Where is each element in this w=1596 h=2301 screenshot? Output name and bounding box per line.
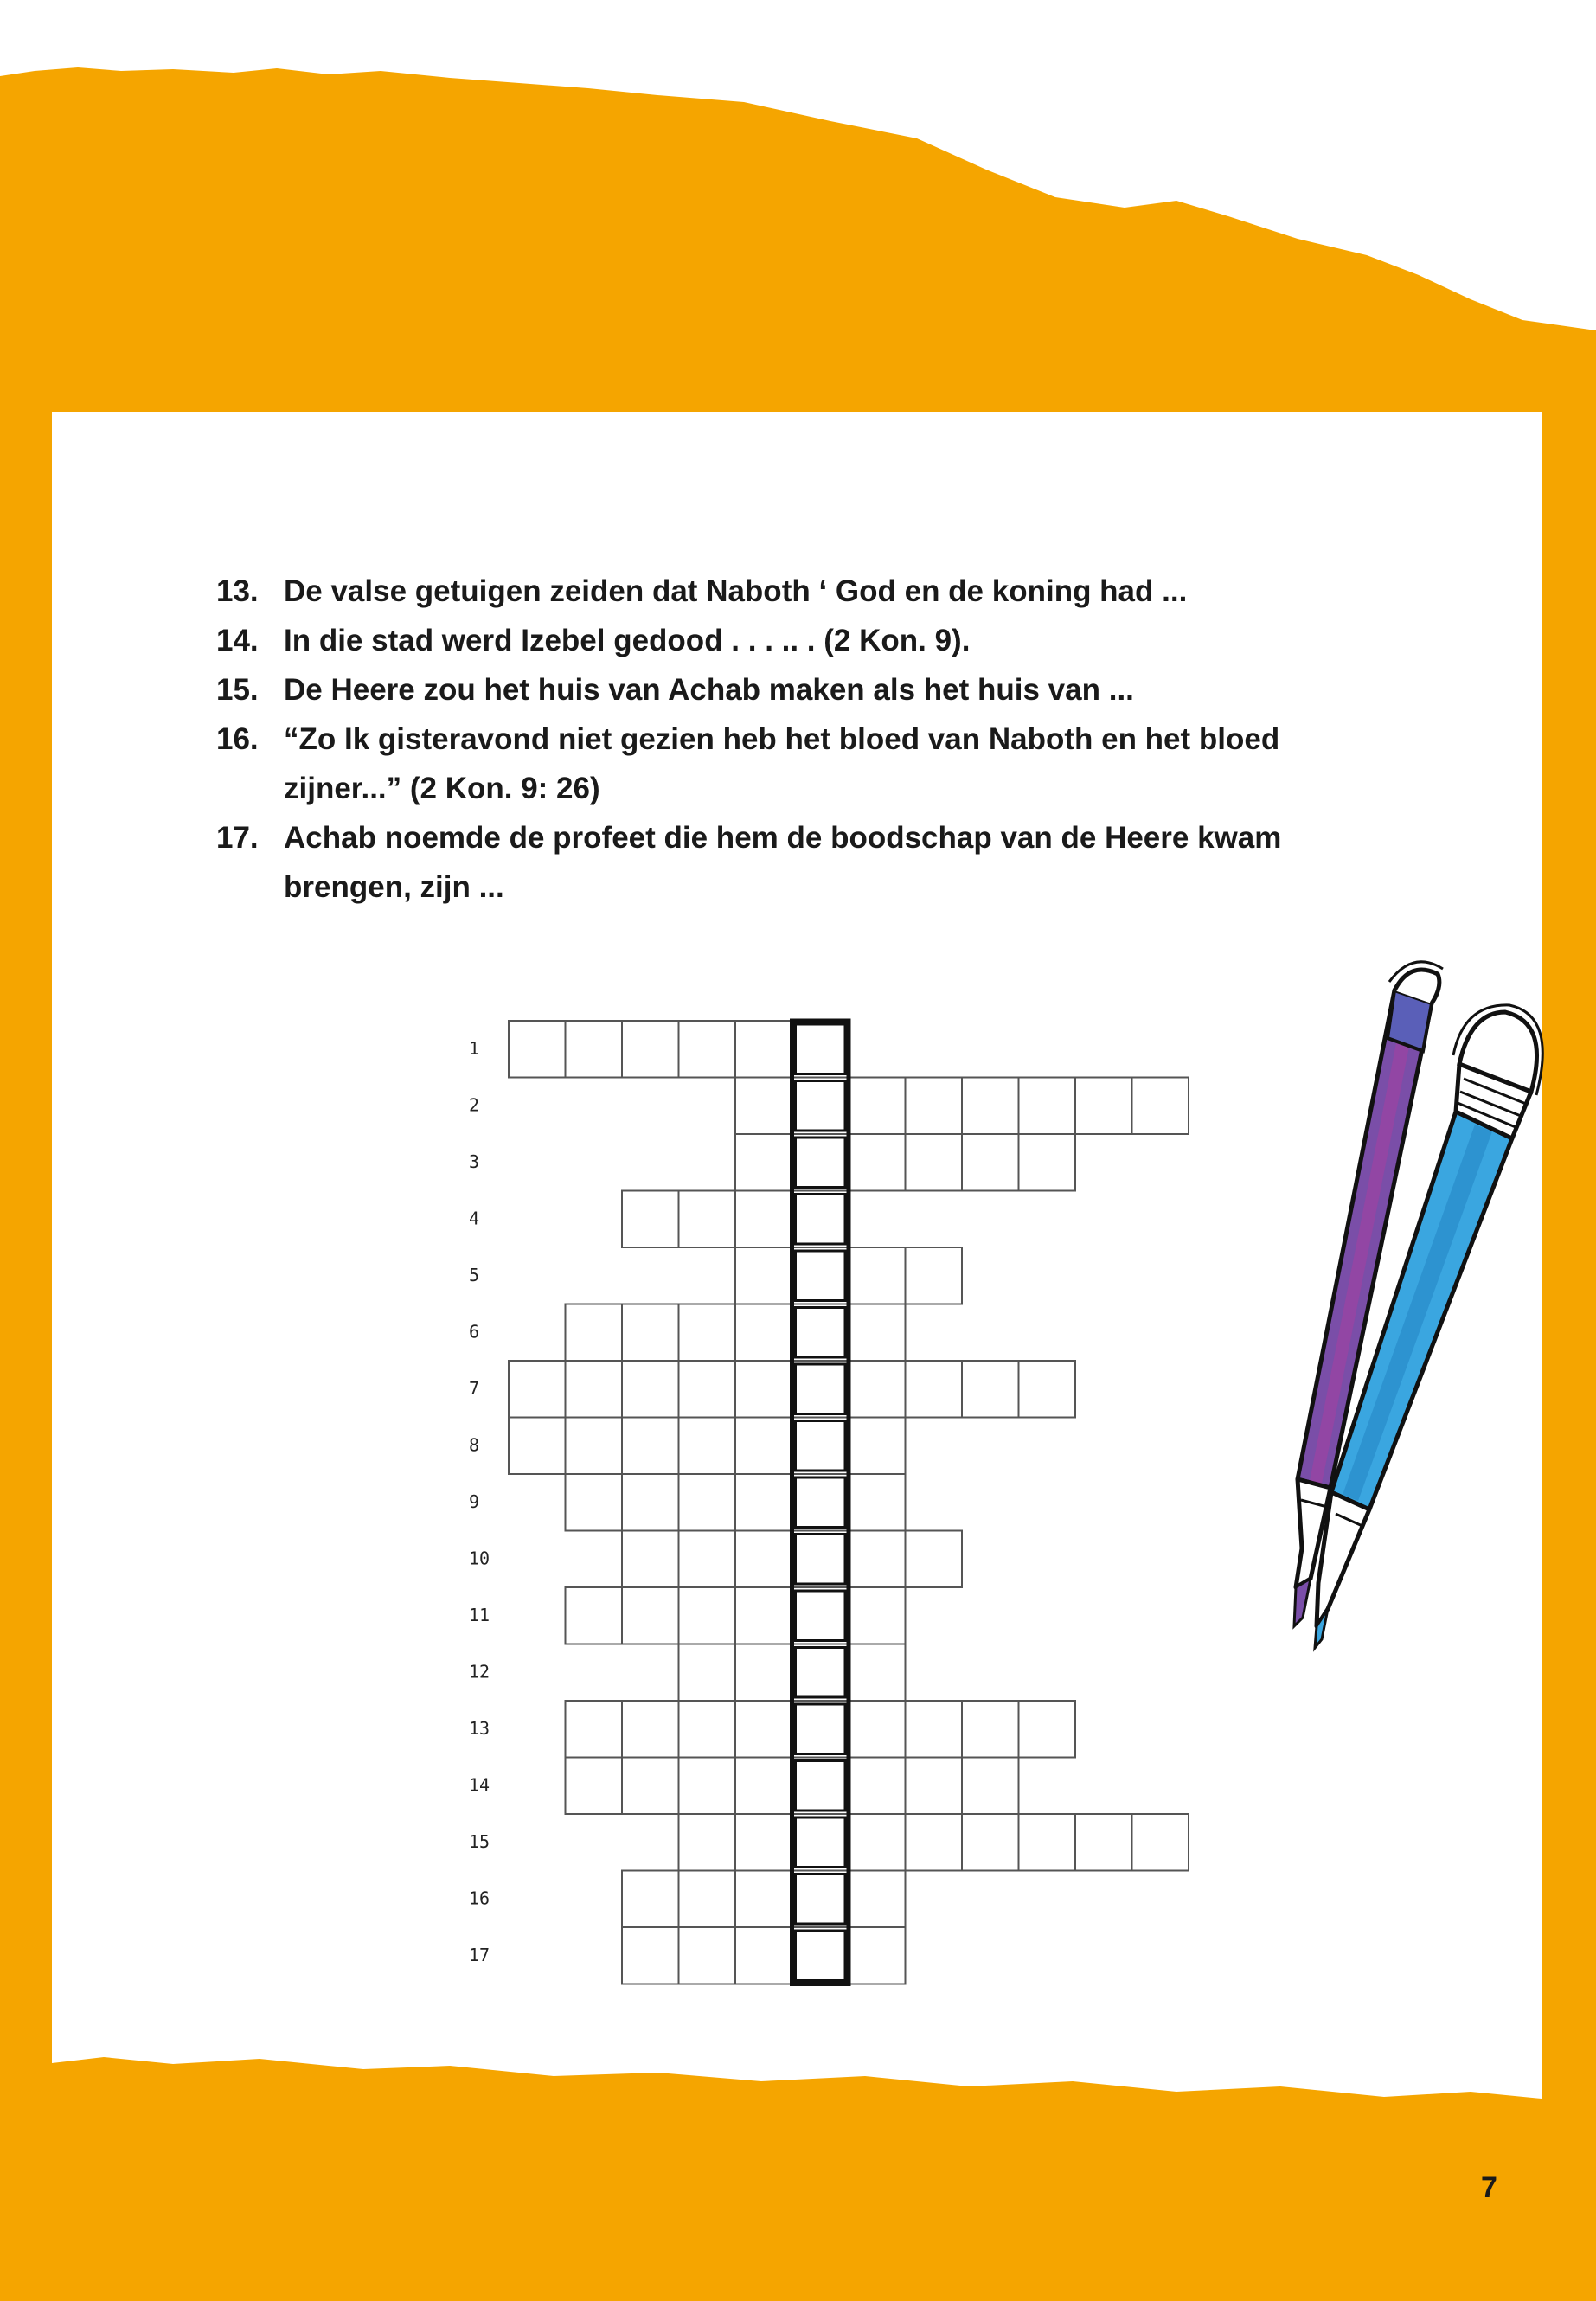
crossword-cell[interactable] bbox=[735, 1078, 792, 1135]
crossword-cell[interactable] bbox=[962, 1078, 1019, 1135]
row-number-label: 6 bbox=[469, 1321, 480, 1343]
crossword-cell[interactable] bbox=[679, 1531, 736, 1588]
crossword-cell[interactable] bbox=[622, 1587, 679, 1644]
clue-item bbox=[216, 567, 1341, 616]
crossword-cell[interactable] bbox=[1019, 1134, 1076, 1191]
crossword-cell[interactable] bbox=[622, 1871, 679, 1928]
row-number-label: 8 bbox=[469, 1434, 480, 1456]
crossword-cell[interactable] bbox=[735, 1247, 792, 1304]
row-number-label: 16 bbox=[469, 1888, 490, 1909]
crossword-cell[interactable] bbox=[849, 1871, 906, 1928]
crossword-cell[interactable] bbox=[566, 1701, 623, 1758]
crossword-cell[interactable] bbox=[906, 1361, 963, 1418]
crossword-cell[interactable] bbox=[792, 1078, 849, 1135]
crossword-cell[interactable] bbox=[792, 1361, 849, 1418]
row-number-label: 13 bbox=[469, 1717, 490, 1739]
clue-number: 14. bbox=[216, 624, 259, 657]
crossword-cell[interactable] bbox=[735, 1871, 792, 1928]
crossword-cell[interactable] bbox=[792, 1021, 849, 1078]
crossword-cell[interactable] bbox=[849, 1361, 906, 1418]
crossword-cell[interactable] bbox=[792, 1474, 849, 1531]
crossword-cell[interactable] bbox=[679, 1418, 736, 1475]
crossword-cell[interactable] bbox=[679, 1304, 736, 1362]
clue-item bbox=[216, 665, 1341, 715]
crossword-cell[interactable] bbox=[735, 1701, 792, 1758]
crossword-cell[interactable] bbox=[679, 1587, 736, 1644]
clue-number: 17. bbox=[216, 821, 259, 855]
page-number: 7 bbox=[1481, 2171, 1497, 2204]
clue-text: Achab noemde de profeet die hem de boodschap van de Heere kwam brengen, zijn ... bbox=[284, 821, 1282, 904]
row-number-label: 15 bbox=[469, 1830, 490, 1852]
crossword-cell[interactable] bbox=[509, 1418, 566, 1475]
row-number-label: 3 bbox=[469, 1150, 480, 1172]
crossword-cell[interactable] bbox=[622, 1021, 679, 1078]
crossword-cell[interactable] bbox=[679, 1758, 736, 1815]
crossword-cell[interactable] bbox=[1019, 1078, 1076, 1135]
clue-text: “Zo Ik gisteravond niet gezien heb het bloed van Naboth en het bloed zijner...” (2 Kon. 9: 26) bbox=[284, 722, 1280, 805]
row-number-label: 1 bbox=[469, 1037, 480, 1059]
crossword-cell[interactable] bbox=[622, 1531, 679, 1588]
crossword-cell[interactable] bbox=[906, 1758, 963, 1815]
crossword-cell[interactable] bbox=[735, 1927, 792, 1984]
crossword-cell[interactable] bbox=[1075, 1814, 1132, 1871]
crossword-cell[interactable] bbox=[849, 1758, 906, 1815]
crossword-cell[interactable] bbox=[792, 1418, 849, 1475]
row-number-label: 10 bbox=[469, 1548, 490, 1569]
clue-text: De valse getuigen zeiden dat Naboth ‘ God en de koning had ... bbox=[284, 574, 1188, 608]
crossword-cell[interactable] bbox=[792, 1758, 849, 1815]
crossword-cell[interactable] bbox=[735, 1531, 792, 1588]
crossword-cell[interactable] bbox=[1132, 1814, 1189, 1871]
clue-number: 16. bbox=[216, 722, 259, 756]
crossword-cell[interactable] bbox=[509, 1021, 566, 1078]
crossword-cell[interactable] bbox=[906, 1078, 963, 1135]
crossword-cell[interactable] bbox=[906, 1247, 963, 1304]
crossword-cell[interactable] bbox=[849, 1587, 906, 1644]
crossword-cell[interactable] bbox=[735, 1361, 792, 1418]
crossword-cell[interactable] bbox=[962, 1134, 1019, 1191]
clue-item bbox=[216, 813, 1341, 912]
crossword-cell[interactable] bbox=[679, 1871, 736, 1928]
crossword-cell[interactable] bbox=[622, 1191, 679, 1248]
crossword-cell[interactable] bbox=[849, 1927, 906, 1984]
crossword-cell[interactable] bbox=[792, 1304, 849, 1362]
crossword-cell[interactable] bbox=[962, 1814, 1019, 1871]
crossword-cell[interactable] bbox=[735, 1474, 792, 1531]
crossword-cell[interactable] bbox=[679, 1191, 736, 1248]
crossword-cell[interactable] bbox=[735, 1304, 792, 1362]
clue-number: 15. bbox=[216, 673, 259, 707]
crossword-cell[interactable] bbox=[849, 1418, 906, 1475]
pencils-icon bbox=[1125, 943, 1574, 1670]
row-number-label: 2 bbox=[469, 1094, 480, 1116]
row-number-label: 14 bbox=[469, 1774, 490, 1796]
row-number-label: 9 bbox=[469, 1490, 480, 1512]
row-number-label: 17 bbox=[469, 1944, 490, 1965]
crossword-cell[interactable] bbox=[735, 1587, 792, 1644]
crossword-cell[interactable] bbox=[962, 1361, 1019, 1418]
crossword-cell[interactable] bbox=[566, 1304, 623, 1362]
clue-number: 13. bbox=[216, 574, 259, 608]
crossword-grid bbox=[450, 1003, 1228, 1998]
crossword-cell[interactable] bbox=[622, 1701, 679, 1758]
crossword-cell[interactable] bbox=[679, 1474, 736, 1531]
crossword-cell[interactable] bbox=[962, 1701, 1019, 1758]
row-number-label: 12 bbox=[469, 1661, 490, 1682]
crossword-cell[interactable] bbox=[566, 1021, 623, 1078]
crossword-cell[interactable] bbox=[792, 1247, 849, 1304]
crossword-cell[interactable] bbox=[679, 1644, 736, 1702]
crossword-cell[interactable] bbox=[906, 1531, 963, 1588]
crossword-cell[interactable] bbox=[735, 1418, 792, 1475]
crossword-cell[interactable] bbox=[792, 1191, 849, 1248]
crossword-cell[interactable] bbox=[1019, 1361, 1076, 1418]
crossword-cell[interactable] bbox=[1019, 1814, 1076, 1871]
row-number-label: 11 bbox=[469, 1604, 490, 1625]
crossword-cell[interactable] bbox=[849, 1644, 906, 1702]
crossword-cell[interactable] bbox=[735, 1191, 792, 1248]
crossword-cell[interactable] bbox=[679, 1814, 736, 1871]
clue-text: In die stad werd Izebel gedood . . . .. . (2 Kon. 9). bbox=[284, 624, 971, 657]
crossword-cell[interactable] bbox=[735, 1021, 792, 1078]
clue-item bbox=[216, 715, 1341, 813]
crossword-cell[interactable] bbox=[792, 1814, 849, 1871]
crossword-cell[interactable] bbox=[679, 1361, 736, 1418]
crossword-cell[interactable] bbox=[622, 1304, 679, 1362]
crossword-cell[interactable] bbox=[1019, 1701, 1076, 1758]
crossword-cell[interactable] bbox=[679, 1927, 736, 1984]
crossword-cell[interactable] bbox=[849, 1078, 906, 1135]
crossword-cell[interactable] bbox=[679, 1021, 736, 1078]
crossword-cell[interactable] bbox=[792, 1871, 849, 1928]
crossword-cell[interactable] bbox=[566, 1361, 623, 1418]
row-number-label: 4 bbox=[469, 1208, 480, 1229]
row-number-label: 7 bbox=[469, 1377, 480, 1399]
crossword-cell[interactable] bbox=[735, 1134, 792, 1191]
crossword-cell[interactable] bbox=[622, 1418, 679, 1475]
crossword-cell[interactable] bbox=[906, 1134, 963, 1191]
crossword-cell[interactable] bbox=[792, 1927, 849, 1984]
crossword-cell[interactable] bbox=[622, 1474, 679, 1531]
crossword-cell[interactable] bbox=[849, 1474, 906, 1531]
crossword-cell[interactable] bbox=[849, 1701, 906, 1758]
crossword-cell[interactable] bbox=[962, 1758, 1019, 1815]
crossword-cell[interactable] bbox=[849, 1304, 906, 1362]
crossword-cell[interactable] bbox=[622, 1361, 679, 1418]
crossword-cell[interactable] bbox=[849, 1531, 906, 1588]
clue-text: De Heere zou het huis van Achab maken als het huis van ... bbox=[284, 673, 1134, 707]
crossword-cell[interactable] bbox=[792, 1644, 849, 1702]
crossword-cell[interactable] bbox=[735, 1814, 792, 1871]
crossword-cell[interactable] bbox=[792, 1587, 849, 1644]
crossword-cell[interactable] bbox=[622, 1927, 679, 1984]
crossword-cell[interactable] bbox=[792, 1531, 849, 1588]
crossword-cell[interactable] bbox=[906, 1814, 963, 1871]
crossword-cell[interactable] bbox=[735, 1644, 792, 1702]
crossword-cell[interactable] bbox=[622, 1758, 679, 1815]
crossword-cell[interactable] bbox=[792, 1701, 849, 1758]
crossword-cell[interactable] bbox=[906, 1701, 963, 1758]
crossword-cell[interactable] bbox=[566, 1418, 623, 1475]
crossword-cell[interactable] bbox=[849, 1134, 906, 1191]
crossword-cell[interactable] bbox=[1075, 1078, 1132, 1135]
row-number-label: 5 bbox=[469, 1264, 480, 1285]
crossword-cell[interactable] bbox=[566, 1474, 623, 1531]
crossword-cell[interactable] bbox=[735, 1758, 792, 1815]
crossword-cell[interactable] bbox=[509, 1361, 566, 1418]
crossword-cell[interactable] bbox=[849, 1247, 906, 1304]
crossword-cell[interactable] bbox=[679, 1701, 736, 1758]
crossword-cell[interactable] bbox=[566, 1587, 623, 1644]
crossword-cell[interactable] bbox=[566, 1758, 623, 1815]
clue-item bbox=[216, 616, 1341, 665]
clue-list bbox=[216, 567, 1341, 912]
crossword-cell[interactable] bbox=[849, 1814, 906, 1871]
crossword-cell[interactable] bbox=[792, 1134, 849, 1191]
